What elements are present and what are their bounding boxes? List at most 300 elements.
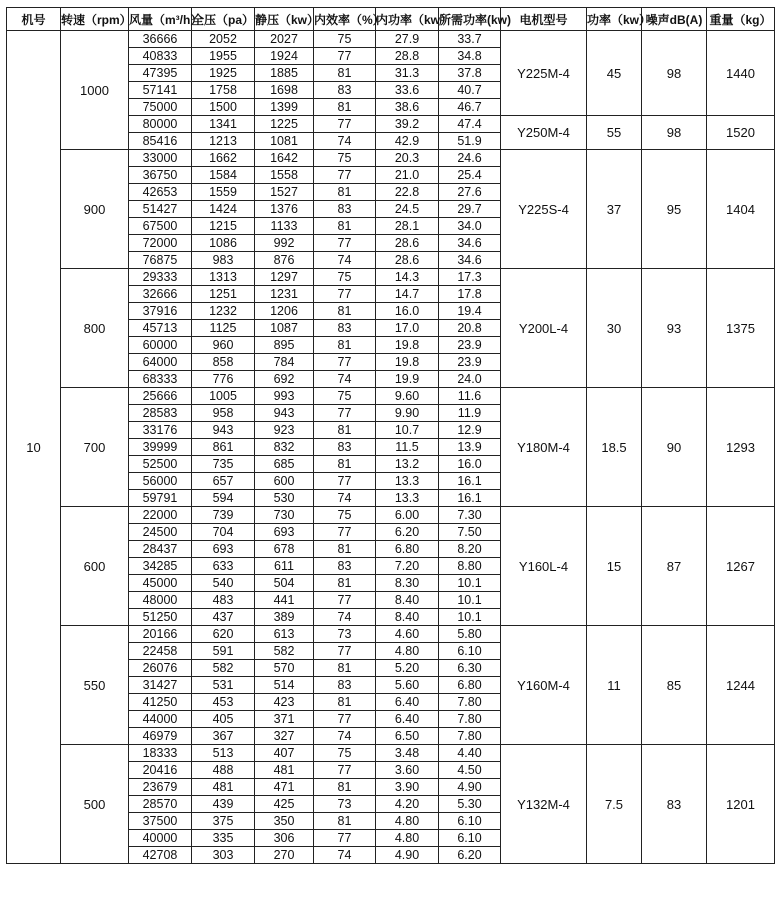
flow-cell: 42653 (129, 184, 192, 201)
total-pressure-cell: 1955 (192, 48, 255, 65)
flow-cell: 72000 (129, 235, 192, 252)
internal-power-cell: 9.60 (376, 388, 439, 405)
internal-power-cell: 19.8 (376, 337, 439, 354)
efficiency-cell: 77 (314, 167, 376, 184)
internal-power-cell: 5.20 (376, 660, 439, 677)
static-pressure-cell: 876 (255, 252, 314, 269)
total-pressure-cell: 405 (192, 711, 255, 728)
weight-cell: 1375 (707, 269, 775, 388)
flow-cell: 29333 (129, 269, 192, 286)
flow-cell: 23679 (129, 779, 192, 796)
weight-cell: 1440 (707, 31, 775, 116)
flow-cell: 18333 (129, 745, 192, 762)
required-power-cell: 11.9 (439, 405, 501, 422)
flow-cell: 47395 (129, 65, 192, 82)
noise-cell: 87 (642, 507, 707, 626)
flow-cell: 40000 (129, 830, 192, 847)
static-pressure-cell: 685 (255, 456, 314, 473)
static-pressure-cell: 1297 (255, 269, 314, 286)
static-pressure-cell: 1642 (255, 150, 314, 167)
flow-cell: 32666 (129, 286, 192, 303)
static-pressure-cell: 1225 (255, 116, 314, 133)
flow-cell: 48000 (129, 592, 192, 609)
header-total-pressure: 全压（pa） (192, 8, 255, 31)
total-pressure-cell: 1758 (192, 82, 255, 99)
flow-cell: 40833 (129, 48, 192, 65)
required-power-cell: 8.80 (439, 558, 501, 575)
static-pressure-cell: 423 (255, 694, 314, 711)
efficiency-cell: 75 (314, 745, 376, 762)
efficiency-cell: 75 (314, 388, 376, 405)
internal-power-cell: 19.9 (376, 371, 439, 388)
static-pressure-cell: 582 (255, 643, 314, 660)
static-pressure-cell: 943 (255, 405, 314, 422)
noise-cell: 90 (642, 388, 707, 507)
total-pressure-cell: 1086 (192, 235, 255, 252)
internal-power-cell: 6.40 (376, 711, 439, 728)
total-pressure-cell: 739 (192, 507, 255, 524)
required-power-cell: 7.80 (439, 711, 501, 728)
motor-model-cell: Y180M-4 (501, 388, 587, 507)
speed-cell: 700 (61, 388, 129, 507)
total-pressure-cell: 453 (192, 694, 255, 711)
efficiency-cell: 81 (314, 99, 376, 116)
internal-power-cell: 33.6 (376, 82, 439, 99)
header-machine: 机号 (7, 8, 61, 31)
static-pressure-cell: 692 (255, 371, 314, 388)
total-pressure-cell: 776 (192, 371, 255, 388)
motor-model-cell: Y250M-4 (501, 116, 587, 150)
internal-power-cell: 4.90 (376, 847, 439, 864)
efficiency-cell: 75 (314, 507, 376, 524)
static-pressure-cell: 832 (255, 439, 314, 456)
motor-model-cell: Y132M-4 (501, 745, 587, 864)
header-motor-power: 功率（kw） (587, 8, 642, 31)
flow-cell: 22458 (129, 643, 192, 660)
required-power-cell: 6.30 (439, 660, 501, 677)
total-pressure-cell: 367 (192, 728, 255, 745)
motor-power-cell: 18.5 (587, 388, 642, 507)
static-pressure-cell: 1081 (255, 133, 314, 150)
flow-cell: 24500 (129, 524, 192, 541)
efficiency-cell: 81 (314, 422, 376, 439)
required-power-cell: 5.30 (439, 796, 501, 813)
total-pressure-cell: 303 (192, 847, 255, 864)
flow-cell: 44000 (129, 711, 192, 728)
efficiency-cell: 83 (314, 320, 376, 337)
internal-power-cell: 21.0 (376, 167, 439, 184)
internal-power-cell: 4.80 (376, 830, 439, 847)
static-pressure-cell: 350 (255, 813, 314, 830)
internal-power-cell: 28.6 (376, 235, 439, 252)
total-pressure-cell: 943 (192, 422, 255, 439)
internal-power-cell: 4.80 (376, 813, 439, 830)
flow-cell: 42708 (129, 847, 192, 864)
motor-power-cell: 7.5 (587, 745, 642, 864)
efficiency-cell: 81 (314, 541, 376, 558)
motor-model-cell: Y225M-4 (501, 31, 587, 116)
efficiency-cell: 83 (314, 201, 376, 218)
total-pressure-cell: 1215 (192, 218, 255, 235)
static-pressure-cell: 1698 (255, 82, 314, 99)
static-pressure-cell: 327 (255, 728, 314, 745)
internal-power-cell: 16.0 (376, 303, 439, 320)
internal-power-cell: 14.7 (376, 286, 439, 303)
total-pressure-cell: 481 (192, 779, 255, 796)
internal-power-cell: 38.6 (376, 99, 439, 116)
internal-power-cell: 8.40 (376, 609, 439, 626)
efficiency-cell: 81 (314, 337, 376, 354)
static-pressure-cell: 1527 (255, 184, 314, 201)
required-power-cell: 5.80 (439, 626, 501, 643)
required-power-cell: 51.9 (439, 133, 501, 150)
static-pressure-cell: 481 (255, 762, 314, 779)
required-power-cell: 40.7 (439, 82, 501, 99)
flow-cell: 20416 (129, 762, 192, 779)
total-pressure-cell: 633 (192, 558, 255, 575)
flow-cell: 57141 (129, 82, 192, 99)
header-internal-power: 内功率（kw） (376, 8, 439, 31)
internal-power-cell: 31.3 (376, 65, 439, 82)
flow-cell: 68333 (129, 371, 192, 388)
efficiency-cell: 77 (314, 405, 376, 422)
required-power-cell: 33.7 (439, 31, 501, 48)
static-pressure-cell: 693 (255, 524, 314, 541)
internal-power-cell: 3.48 (376, 745, 439, 762)
required-power-cell: 17.8 (439, 286, 501, 303)
static-pressure-cell: 678 (255, 541, 314, 558)
efficiency-cell: 74 (314, 728, 376, 745)
internal-power-cell: 9.90 (376, 405, 439, 422)
internal-power-cell: 27.9 (376, 31, 439, 48)
flow-cell: 25666 (129, 388, 192, 405)
internal-power-cell: 4.60 (376, 626, 439, 643)
total-pressure-cell: 540 (192, 575, 255, 592)
speed-cell: 1000 (61, 31, 129, 150)
efficiency-cell: 77 (314, 711, 376, 728)
header-required-power: 所需功率(kw) (439, 8, 501, 31)
weight-cell: 1201 (707, 745, 775, 864)
static-pressure-cell: 1206 (255, 303, 314, 320)
internal-power-cell: 11.5 (376, 439, 439, 456)
internal-power-cell: 10.7 (376, 422, 439, 439)
internal-power-cell: 7.20 (376, 558, 439, 575)
internal-power-cell: 6.20 (376, 524, 439, 541)
noise-cell: 98 (642, 116, 707, 150)
header-noise: 噪声dB(A) (642, 8, 707, 31)
header-row (7, 8, 775, 31)
internal-power-cell: 3.90 (376, 779, 439, 796)
noise-cell: 83 (642, 745, 707, 864)
efficiency-cell: 74 (314, 490, 376, 507)
flow-cell: 37916 (129, 303, 192, 320)
flow-cell: 26076 (129, 660, 192, 677)
total-pressure-cell: 335 (192, 830, 255, 847)
efficiency-cell: 81 (314, 218, 376, 235)
required-power-cell: 34.8 (439, 48, 501, 65)
total-pressure-cell: 1559 (192, 184, 255, 201)
static-pressure-cell: 1231 (255, 286, 314, 303)
static-pressure-cell: 1924 (255, 48, 314, 65)
required-power-cell: 23.9 (439, 337, 501, 354)
efficiency-cell: 77 (314, 830, 376, 847)
required-power-cell: 10.1 (439, 609, 501, 626)
efficiency-cell: 74 (314, 371, 376, 388)
total-pressure-cell: 960 (192, 337, 255, 354)
total-pressure-cell: 1500 (192, 99, 255, 116)
static-pressure-cell: 1087 (255, 320, 314, 337)
required-power-cell: 6.10 (439, 643, 501, 660)
flow-cell: 80000 (129, 116, 192, 133)
efficiency-cell: 81 (314, 694, 376, 711)
noise-cell: 95 (642, 150, 707, 269)
motor-model-cell: Y160L-4 (501, 507, 587, 626)
internal-power-cell: 28.8 (376, 48, 439, 65)
static-pressure-cell: 570 (255, 660, 314, 677)
static-pressure-cell: 1558 (255, 167, 314, 184)
required-power-cell: 16.1 (439, 490, 501, 507)
total-pressure-cell: 1232 (192, 303, 255, 320)
flow-cell: 51427 (129, 201, 192, 218)
total-pressure-cell: 1251 (192, 286, 255, 303)
required-power-cell: 37.8 (439, 65, 501, 82)
table-body (7, 31, 775, 864)
efficiency-cell: 75 (314, 31, 376, 48)
static-pressure-cell: 504 (255, 575, 314, 592)
internal-power-cell: 13.3 (376, 473, 439, 490)
motor-power-cell: 37 (587, 150, 642, 269)
efficiency-cell: 83 (314, 677, 376, 694)
static-pressure-cell: 514 (255, 677, 314, 694)
static-pressure-cell: 611 (255, 558, 314, 575)
flow-cell: 45000 (129, 575, 192, 592)
total-pressure-cell: 1313 (192, 269, 255, 286)
flow-cell: 31427 (129, 677, 192, 694)
required-power-cell: 29.7 (439, 201, 501, 218)
efficiency-cell: 81 (314, 813, 376, 830)
internal-power-cell: 24.5 (376, 201, 439, 218)
total-pressure-cell: 2052 (192, 31, 255, 48)
flow-cell: 56000 (129, 473, 192, 490)
motor-power-cell: 55 (587, 116, 642, 150)
table-row (7, 626, 775, 643)
required-power-cell: 47.4 (439, 116, 501, 133)
internal-power-cell: 28.6 (376, 252, 439, 269)
flow-cell: 41250 (129, 694, 192, 711)
total-pressure-cell: 582 (192, 660, 255, 677)
motor-power-cell: 15 (587, 507, 642, 626)
static-pressure-cell: 1133 (255, 218, 314, 235)
internal-power-cell: 4.20 (376, 796, 439, 813)
static-pressure-cell: 992 (255, 235, 314, 252)
total-pressure-cell: 488 (192, 762, 255, 779)
internal-power-cell: 8.30 (376, 575, 439, 592)
total-pressure-cell: 958 (192, 405, 255, 422)
total-pressure-cell: 861 (192, 439, 255, 456)
noise-cell: 93 (642, 269, 707, 388)
static-pressure-cell: 895 (255, 337, 314, 354)
required-power-cell: 24.0 (439, 371, 501, 388)
efficiency-cell: 81 (314, 456, 376, 473)
noise-cell: 85 (642, 626, 707, 745)
table-row (7, 388, 775, 405)
required-power-cell: 7.30 (439, 507, 501, 524)
static-pressure-cell: 407 (255, 745, 314, 762)
flow-cell: 45713 (129, 320, 192, 337)
total-pressure-cell: 594 (192, 490, 255, 507)
flow-cell: 33176 (129, 422, 192, 439)
internal-power-cell: 17.0 (376, 320, 439, 337)
speed-cell: 900 (61, 150, 129, 269)
total-pressure-cell: 620 (192, 626, 255, 643)
static-pressure-cell: 600 (255, 473, 314, 490)
total-pressure-cell: 1213 (192, 133, 255, 150)
total-pressure-cell: 657 (192, 473, 255, 490)
flow-cell: 59791 (129, 490, 192, 507)
total-pressure-cell: 1584 (192, 167, 255, 184)
flow-cell: 67500 (129, 218, 192, 235)
motor-model-cell: Y200L-4 (501, 269, 587, 388)
efficiency-cell: 77 (314, 354, 376, 371)
internal-power-cell: 6.40 (376, 694, 439, 711)
required-power-cell: 7.80 (439, 694, 501, 711)
required-power-cell: 25.4 (439, 167, 501, 184)
efficiency-cell: 77 (314, 473, 376, 490)
static-pressure-cell: 425 (255, 796, 314, 813)
total-pressure-cell: 735 (192, 456, 255, 473)
efficiency-cell: 81 (314, 660, 376, 677)
fan-performance-table (6, 7, 775, 864)
weight-cell: 1293 (707, 388, 775, 507)
total-pressure-cell: 437 (192, 609, 255, 626)
static-pressure-cell: 270 (255, 847, 314, 864)
required-power-cell: 10.1 (439, 592, 501, 609)
required-power-cell: 24.6 (439, 150, 501, 167)
required-power-cell: 10.1 (439, 575, 501, 592)
required-power-cell: 7.80 (439, 728, 501, 745)
total-pressure-cell: 858 (192, 354, 255, 371)
efficiency-cell: 77 (314, 524, 376, 541)
flow-cell: 28437 (129, 541, 192, 558)
static-pressure-cell: 389 (255, 609, 314, 626)
weight-cell: 1267 (707, 507, 775, 626)
flow-cell: 34285 (129, 558, 192, 575)
required-power-cell: 13.9 (439, 439, 501, 456)
total-pressure-cell: 983 (192, 252, 255, 269)
efficiency-cell: 81 (314, 65, 376, 82)
required-power-cell: 23.9 (439, 354, 501, 371)
header-internal-efficiency: 内效率（%） (314, 8, 376, 31)
efficiency-cell: 81 (314, 575, 376, 592)
flow-cell: 22000 (129, 507, 192, 524)
total-pressure-cell: 591 (192, 643, 255, 660)
required-power-cell: 6.10 (439, 813, 501, 830)
required-power-cell: 19.4 (439, 303, 501, 320)
flow-cell: 28570 (129, 796, 192, 813)
total-pressure-cell: 375 (192, 813, 255, 830)
static-pressure-cell: 2027 (255, 31, 314, 48)
efficiency-cell: 77 (314, 286, 376, 303)
total-pressure-cell: 531 (192, 677, 255, 694)
static-pressure-cell: 530 (255, 490, 314, 507)
weight-cell: 1404 (707, 150, 775, 269)
efficiency-cell: 73 (314, 796, 376, 813)
table-row (7, 507, 775, 524)
flow-cell: 46979 (129, 728, 192, 745)
internal-power-cell: 22.8 (376, 184, 439, 201)
total-pressure-cell: 704 (192, 524, 255, 541)
efficiency-cell: 77 (314, 48, 376, 65)
required-power-cell: 7.50 (439, 524, 501, 541)
static-pressure-cell: 613 (255, 626, 314, 643)
required-power-cell: 34.6 (439, 235, 501, 252)
speed-cell: 600 (61, 507, 129, 626)
efficiency-cell: 77 (314, 235, 376, 252)
motor-model-cell: Y160M-4 (501, 626, 587, 745)
flow-cell: 36666 (129, 31, 192, 48)
motor-power-cell: 30 (587, 269, 642, 388)
efficiency-cell: 73 (314, 626, 376, 643)
efficiency-cell: 74 (314, 609, 376, 626)
flow-cell: 51250 (129, 609, 192, 626)
table-row (7, 745, 775, 762)
internal-power-cell: 4.80 (376, 643, 439, 660)
static-pressure-cell: 923 (255, 422, 314, 439)
flow-cell: 36750 (129, 167, 192, 184)
static-pressure-cell: 471 (255, 779, 314, 796)
total-pressure-cell: 483 (192, 592, 255, 609)
efficiency-cell: 81 (314, 779, 376, 796)
internal-power-cell: 42.9 (376, 133, 439, 150)
internal-power-cell: 39.2 (376, 116, 439, 133)
speed-cell: 500 (61, 745, 129, 864)
efficiency-cell: 77 (314, 762, 376, 779)
efficiency-cell: 77 (314, 643, 376, 660)
header-speed: 转速（rpm） (61, 8, 129, 31)
flow-cell: 64000 (129, 354, 192, 371)
static-pressure-cell: 730 (255, 507, 314, 524)
efficiency-cell: 83 (314, 558, 376, 575)
efficiency-cell: 75 (314, 150, 376, 167)
required-power-cell: 16.0 (439, 456, 501, 473)
required-power-cell: 6.10 (439, 830, 501, 847)
noise-cell: 98 (642, 31, 707, 116)
total-pressure-cell: 1125 (192, 320, 255, 337)
motor-power-cell: 45 (587, 31, 642, 116)
table-row (7, 31, 775, 48)
efficiency-cell: 74 (314, 133, 376, 150)
required-power-cell: 17.3 (439, 269, 501, 286)
internal-power-cell: 5.60 (376, 677, 439, 694)
machine-no-cell: 10 (7, 31, 61, 864)
internal-power-cell: 6.50 (376, 728, 439, 745)
efficiency-cell: 74 (314, 252, 376, 269)
flow-cell: 52500 (129, 456, 192, 473)
flow-cell: 60000 (129, 337, 192, 354)
internal-power-cell: 19.8 (376, 354, 439, 371)
required-power-cell: 6.20 (439, 847, 501, 864)
internal-power-cell: 6.00 (376, 507, 439, 524)
static-pressure-cell: 1376 (255, 201, 314, 218)
required-power-cell: 46.7 (439, 99, 501, 116)
flow-cell: 37500 (129, 813, 192, 830)
required-power-cell: 20.8 (439, 320, 501, 337)
static-pressure-cell: 993 (255, 388, 314, 405)
header-flow: 风量（m³/h） (129, 8, 192, 31)
flow-cell: 75000 (129, 99, 192, 116)
total-pressure-cell: 439 (192, 796, 255, 813)
flow-cell: 28583 (129, 405, 192, 422)
